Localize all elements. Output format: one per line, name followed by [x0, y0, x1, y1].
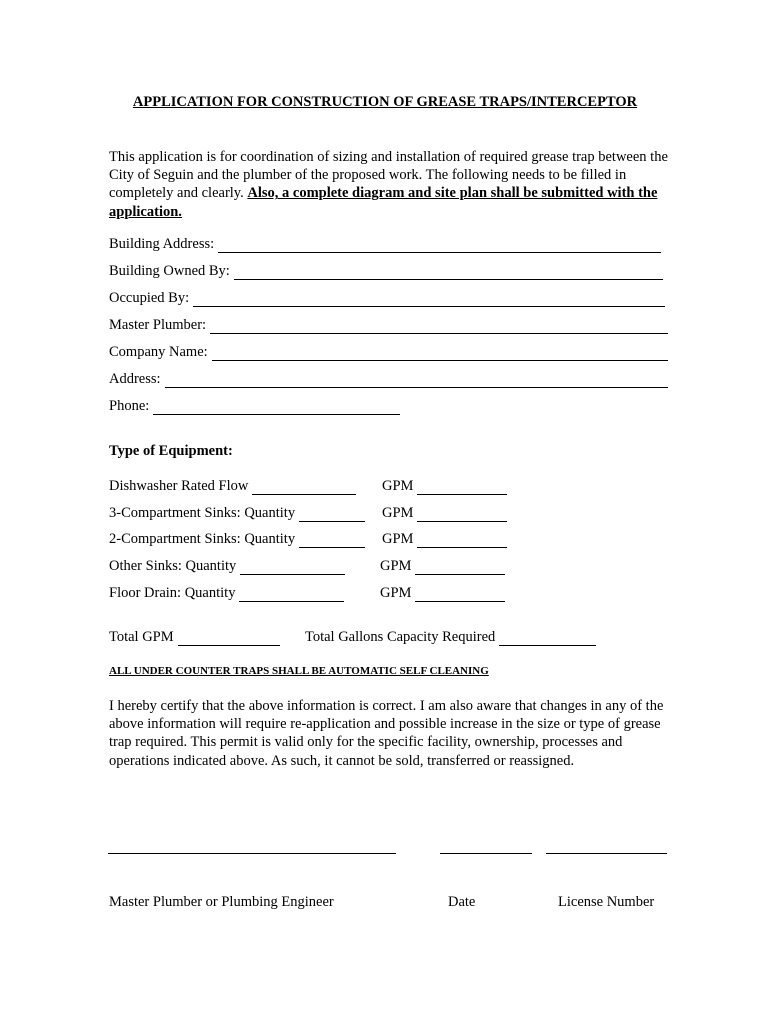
- self-cleaning-notice: ALL UNDER COUNTER TRAPS SHALL BE AUTOMATIC SELF CLEANING: [109, 665, 489, 677]
- master-plumber-label: Master Plumber:: [109, 317, 207, 333]
- total-capacity-group: [305, 629, 596, 646]
- phone-field[interactable]: [153, 400, 400, 415]
- company-name-row: [109, 344, 668, 361]
- building-owned-row: [109, 263, 663, 280]
- page-title: APPLICATION FOR CONSTRUCTION OF GREASE TRAPS/INTERCEPTOR: [132, 94, 638, 110]
- equipment-label: Floor Drain: Quantity: [109, 585, 236, 601]
- phone-label: Phone:: [109, 398, 150, 414]
- company-name-label: Company Name:: [109, 344, 208, 360]
- date-label: Date: [448, 894, 476, 910]
- certification-paragraph: I hereby certify that the above information is correct. I am also aware that changes in any of the above information will require re-application and possible increase in the size or type of grease trap required. This permit is valid only for the specific facility, ownership, processes and operations indicated above. As such, it cannot be sold, transferred or reassigned.: [109, 698, 664, 769]
- total-capacity-label: Total Gallons Capacity Required: [305, 629, 496, 645]
- gpm-group: [382, 478, 507, 495]
- equipment-row: [109, 505, 365, 522]
- gpm-label: GPM: [382, 478, 414, 494]
- license-signature-line[interactable]: [546, 853, 667, 854]
- gpm-label: GPM: [380, 585, 412, 601]
- plumber-signature-line[interactable]: [108, 853, 396, 854]
- gpm-label: GPM: [382, 505, 414, 521]
- equipment-row: [109, 585, 344, 602]
- two-compartment-gpm-field[interactable]: [417, 533, 507, 548]
- floor-drain-quantity-field[interactable]: [239, 587, 344, 602]
- gpm-group: [380, 558, 505, 575]
- two-compartment-quantity-field[interactable]: [299, 533, 365, 548]
- plumber-signature-label: Master Plumber or Plumbing Engineer: [109, 894, 334, 910]
- floor-drain-gpm-field[interactable]: [415, 587, 505, 602]
- building-address-row: [109, 236, 661, 253]
- gpm-group: [380, 585, 505, 602]
- building-address-field[interactable]: [218, 238, 661, 253]
- gpm-group: [382, 531, 507, 548]
- building-owned-field[interactable]: [234, 265, 663, 280]
- occupied-by-label: Occupied By:: [109, 290, 190, 306]
- master-plumber-field[interactable]: [210, 319, 668, 334]
- total-gpm-field[interactable]: [178, 631, 280, 646]
- company-name-field[interactable]: [212, 346, 668, 361]
- equipment-label: 2-Compartment Sinks: Quantity: [109, 531, 296, 547]
- license-number-label: License Number: [558, 894, 655, 910]
- equipment-label: 3-Compartment Sinks: Quantity: [109, 505, 296, 521]
- building-address-label: Building Address:: [109, 236, 215, 252]
- other-sinks-gpm-field[interactable]: [415, 560, 505, 575]
- dishwasher-flow-field[interactable]: [252, 480, 356, 495]
- equipment-row: [109, 558, 345, 575]
- three-compartment-gpm-field[interactable]: [417, 507, 507, 522]
- total-capacity-field[interactable]: [499, 631, 596, 646]
- address-row: [109, 371, 668, 388]
- equipment-label: Dishwasher Rated Flow: [109, 478, 249, 494]
- occupied-by-row: [109, 290, 665, 307]
- phone-row: [109, 398, 400, 415]
- equipment-row: [109, 531, 365, 548]
- three-compartment-quantity-field[interactable]: [299, 507, 365, 522]
- gpm-label: GPM: [380, 558, 412, 574]
- total-gpm-label: Total GPM: [109, 629, 174, 645]
- equipment-label: Other Sinks: Quantity: [109, 558, 237, 574]
- gpm-label: GPM: [382, 531, 414, 547]
- address-field[interactable]: [165, 373, 668, 388]
- address-label: Address:: [109, 371, 161, 387]
- occupied-by-field[interactable]: [193, 292, 665, 307]
- building-owned-label: Building Owned By:: [109, 263, 230, 279]
- total-gpm-group: [109, 629, 280, 646]
- gpm-group: [382, 505, 507, 522]
- intro-text: This application is for coordination of sizing and installation of required grease trap between the City of Seguin and the plumber of the proposed work. The following needs to be filled in completely and clearly.: [109, 149, 668, 202]
- master-plumber-row: [109, 317, 668, 334]
- other-sinks-quantity-field[interactable]: [240, 560, 345, 575]
- dishwasher-gpm-field[interactable]: [417, 480, 507, 495]
- intro-bold-text: Also, a complete diagram and site plan shall be submitted with the application.: [109, 185, 658, 220]
- intro-paragraph: [109, 148, 679, 221]
- equipment-heading: Type of Equipment:: [109, 443, 233, 459]
- equipment-row: [109, 478, 356, 495]
- date-signature-line[interactable]: [440, 853, 532, 854]
